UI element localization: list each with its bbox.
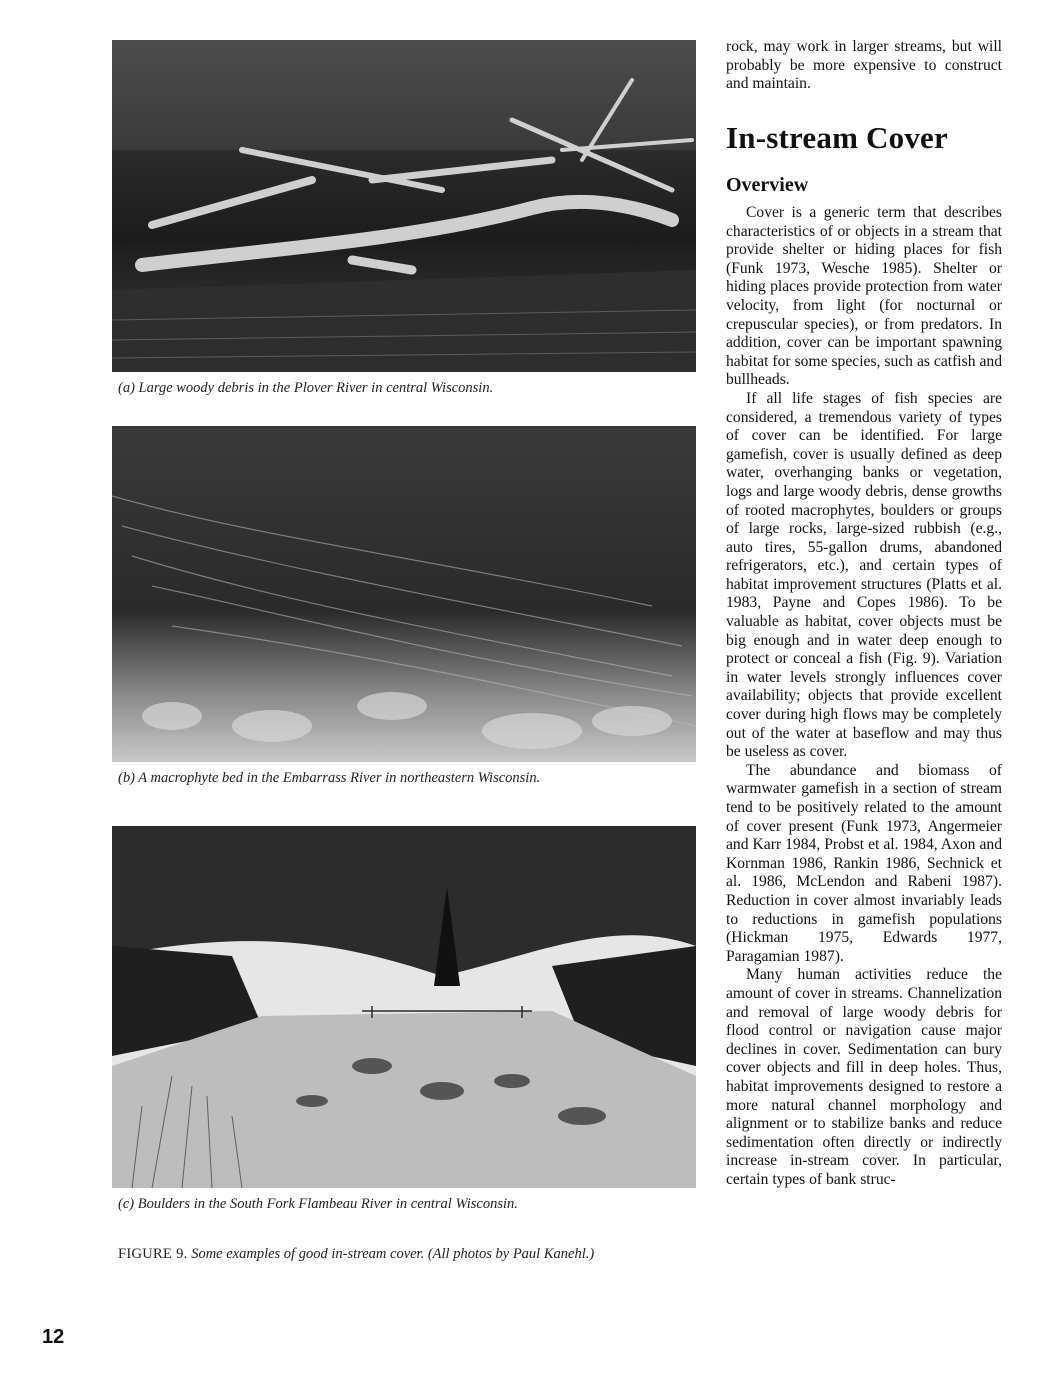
caption-panel-a: (a) Large woody debris in the Plover River in central Wisconsin. — [118, 380, 494, 396]
boulders-river-image — [112, 826, 696, 1188]
macrophyte-bed-image — [112, 426, 696, 762]
page-number: 12 — [42, 1326, 65, 1348]
lead-paragraph — [726, 38, 1002, 94]
caption-panel-b: (b) A macrophyte bed in the Embarrass River in northeastern Wisconsin. — [118, 770, 541, 786]
photo-woody-debris — [112, 40, 696, 372]
paragraph: Many human activities reduce the amount of cover in streams. Channelization and removal of large woody debris for flood control or navigation cause major declines in cover. Sedimentation can bury cover objects and fill in deep holes. Thus, habitat improvements designed to restore a more natural channel morphology and alignment or to stabilize banks and reduce sedimentation often directly or indirectly increase in-stream cover. In particular, certain types of bank struc- — [726, 966, 1002, 1188]
figure-caption — [118, 1246, 718, 1263]
photo-boulders-river — [112, 826, 696, 1188]
section-heading: In-stream Cover — [726, 120, 948, 155]
paragraph: The abundance and biomass of warmwater gamefish in a section of stream tend to be positively related to the amount of cover present (Funk 1973, Angermeier and Karr 1984, Probst et al. 1984, Axon and Kornman 1986, Rankin 1986, Sechnick et al. 1986, McLendon and Rabeni 1987). Reduction in cover almost invariably leads to reductions in gamefish populations (Hickman 1975, Edwards 1977, Paragamian 1987). — [726, 761, 1002, 965]
caption-panel-c: (c) Boulders in the South Fork Flambeau River in central Wisconsin. — [118, 1196, 518, 1212]
figure-caption-text: Some examples of good in-stream cover. (All photos by Paul Kanehl.) — [191, 1246, 595, 1262]
figure-label: FIGURE 9. — [118, 1246, 188, 1262]
paragraph: If all life stages of fish species are considered, a tremendous variety of types of cover can be identified. For large gamefish, cover is usually defined as deep water, overhanging banks or vegetation, logs and large woody debris, dense growths of rooted macrophytes, boulders or groups of large rocks, large-sized rubbish (e.g., auto tires, 55-gallon drums, abandoned refrigerators, etc.), and certain types of habitat improvement structures (Platts et al. 1983, Payne and Copes 1986). To be valuable as habitat, cover objects must be big enough and in water deep enough to protect or conceal a fish (Fig. 9). Variation in water levels strongly influences cover availability; objects that provide excellent cover during high flows may be completely out of the water at baseflow and may thus be useless as cover. — [726, 389, 1002, 761]
subheading: Overview — [726, 174, 809, 196]
body-text — [726, 204, 1002, 1189]
woody-debris-image — [112, 40, 696, 372]
lead-paragraph-text: rock, may work in larger streams, but will probably be more expensive to construct and maintain. — [726, 38, 1002, 93]
paragraph: Cover is a generic term that describes characteristics of or objects in a stream that provide shelter or hiding places for fish (Funk 1973, Wesche 1985). Shelter or hiding places provide protection from water velocity, from light (for nocturnal or crepuscular species), or from predators. In addition, cover can be important spawning habitat for some species, such as catfish and bullheads. — [726, 204, 1002, 389]
photo-macrophyte-bed — [112, 426, 696, 762]
